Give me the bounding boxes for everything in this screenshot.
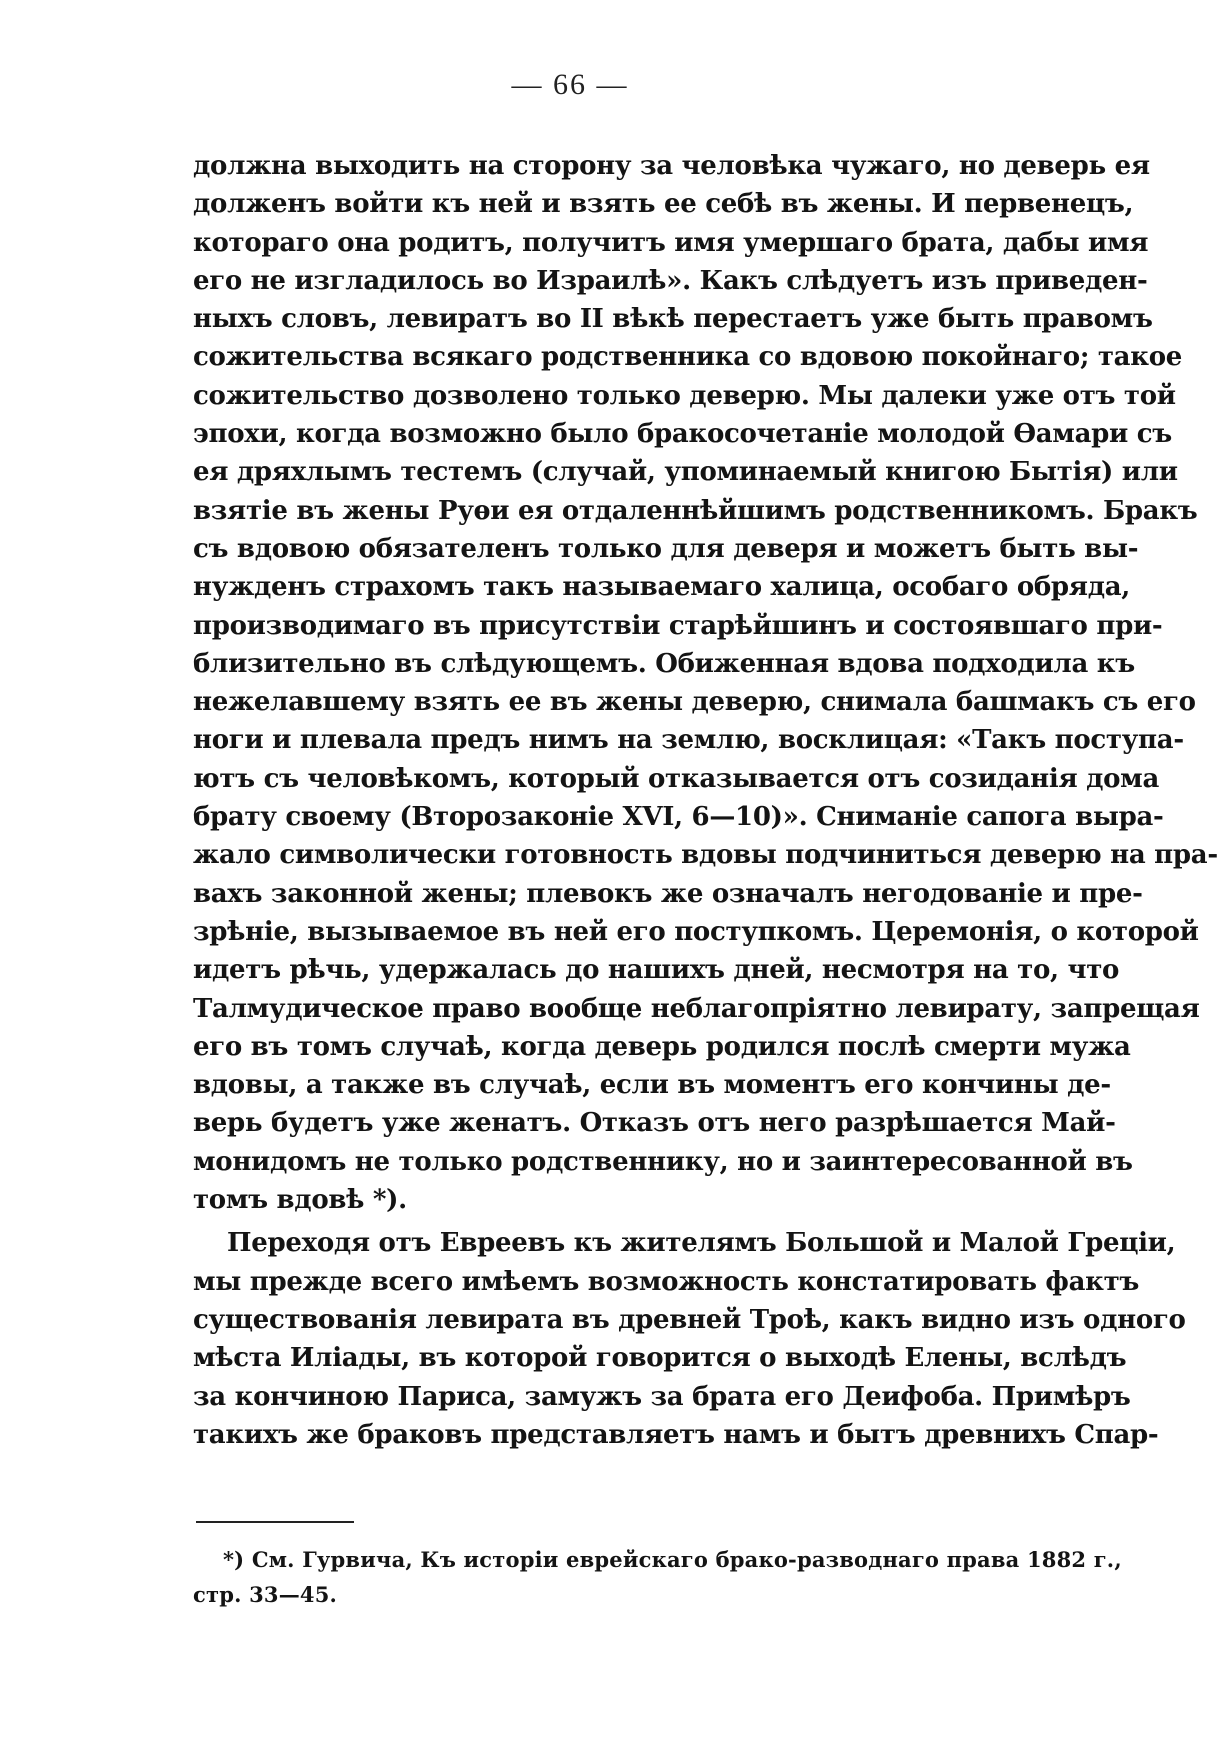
text-line: сожительства всякаго родственника со вдовою покойнаго; такое — [193, 342, 1182, 373]
text-line: долженъ войти къ ней и взять ее себѣ въ жены. И первенецъ, — [193, 189, 1134, 220]
text-line: близительно въ слѣдующемъ. Обиженная вдова подходила къ — [193, 648, 1135, 679]
text-line: вдовы, а также въ случаѣ, если въ моментъ его кончины де- — [193, 1070, 1111, 1101]
text-line: зрѣніе, вызываемое въ ней его поступкомъ. Церемонія, о которой — [193, 916, 1199, 947]
text-line: производимаго въ присутствіи старѣйшинъ и состоявшаго при- — [193, 610, 1163, 641]
text-line: ея дряхлымъ тестемъ (случай, упоминаемый книгою Бытія) или — [193, 457, 1178, 488]
text-line: должна выходить на сторону за человѣка чужаго, но деверь ея — [193, 151, 1150, 181]
body-text — [193, 147, 1218, 1454]
footnote-line: *) См. Гурвича, Къ исторіи еврейскаго брако-разводнаго права 1882 г., — [223, 1547, 1122, 1572]
text-line: нежелавшему взять ее въ жены деверю, снимала башмакъ съ его — [193, 687, 1196, 718]
text-line: ютъ съ человѣкомъ, который отказывается отъ созиданія дома — [193, 763, 1160, 794]
text-line: Переходя отъ Евреевъ къ жителямъ Большой и Малой Греціи, — [227, 1228, 1176, 1259]
footnote-divider — [196, 1521, 354, 1523]
text-line: идетъ рѣчь, удержалась до нашихъ дней, несмотря на то, что — [193, 955, 1120, 986]
text-line: верь будетъ уже женатъ. Отказъ отъ него разрѣшается Май- — [193, 1108, 1116, 1139]
text-line: эпохи, когда возможно было бракосочетаніе молодой Ѳамари съ — [193, 419, 1172, 450]
text-line: томъ вдовѣ *). — [193, 1185, 407, 1216]
text-line: вахъ законной жены; плевокъ же означалъ негодованіе и пре- — [193, 878, 1143, 909]
text-line: нужденъ страхомъ такъ называемаго халица, особаго обряда, — [193, 572, 1131, 603]
text-line: жало символически готовность вдовы подчиниться деверю на пра- — [193, 840, 1218, 871]
page-number: — 66 — — [511, 68, 629, 101]
text-line: существованія левирата въ древней Троѣ, какъ видно изъ одного — [193, 1304, 1186, 1335]
text-line: монидомъ не только родственнику, но и заинтересованной въ — [193, 1146, 1133, 1177]
text-line: мѣста Иліады, въ которой говорится о выходѣ Елены, вслѣдъ — [193, 1343, 1127, 1374]
text-line: такихъ же браковъ представляетъ намъ и бытъ древнихъ Спар- — [193, 1419, 1159, 1450]
text-line: сожительство дозволено только деверю. Мы далеки уже отъ той — [193, 380, 1176, 411]
text-line: брату своему (Второзаконіе XVI, 6—10)». Сниманіе сапога выра- — [193, 802, 1164, 833]
text-line: мы прежде всего имѣемъ возможность констатировать фактъ — [193, 1266, 1140, 1297]
footnote-line: стр. 33—45. — [193, 1582, 338, 1607]
text-line: взятіе въ жены Руѳи ея отдаленнѣйшимъ родственникомъ. Бракъ — [193, 495, 1198, 526]
text-line: ноги и плевала предъ нимъ на землю, восклицая: «Такъ поступа- — [193, 725, 1184, 756]
text-line: котораго она родитъ, получитъ имя умершаго брата, дабы имя — [193, 227, 1149, 258]
text-line: съ вдовою обязателенъ только для деверя и можетъ быть вы- — [193, 533, 1139, 564]
text-line: его въ томъ случаѣ, когда деверь родился послѣ смерти мужа — [193, 1031, 1131, 1062]
text-line: Талмудическое право вообще неблагопріятно левирату, запрещая — [193, 993, 1200, 1024]
text-line: его не изгладилось во Израилѣ». Какъ слѣдуетъ изъ приведен- — [193, 265, 1148, 296]
text-line: за кончиною Париса, замужъ за брата его Деифоба. Примѣръ — [193, 1381, 1131, 1412]
footnote — [193, 1542, 1122, 1612]
text-line: ныхъ словъ, левиратъ во II вѣкѣ перестаетъ уже быть правомъ — [193, 304, 1153, 335]
